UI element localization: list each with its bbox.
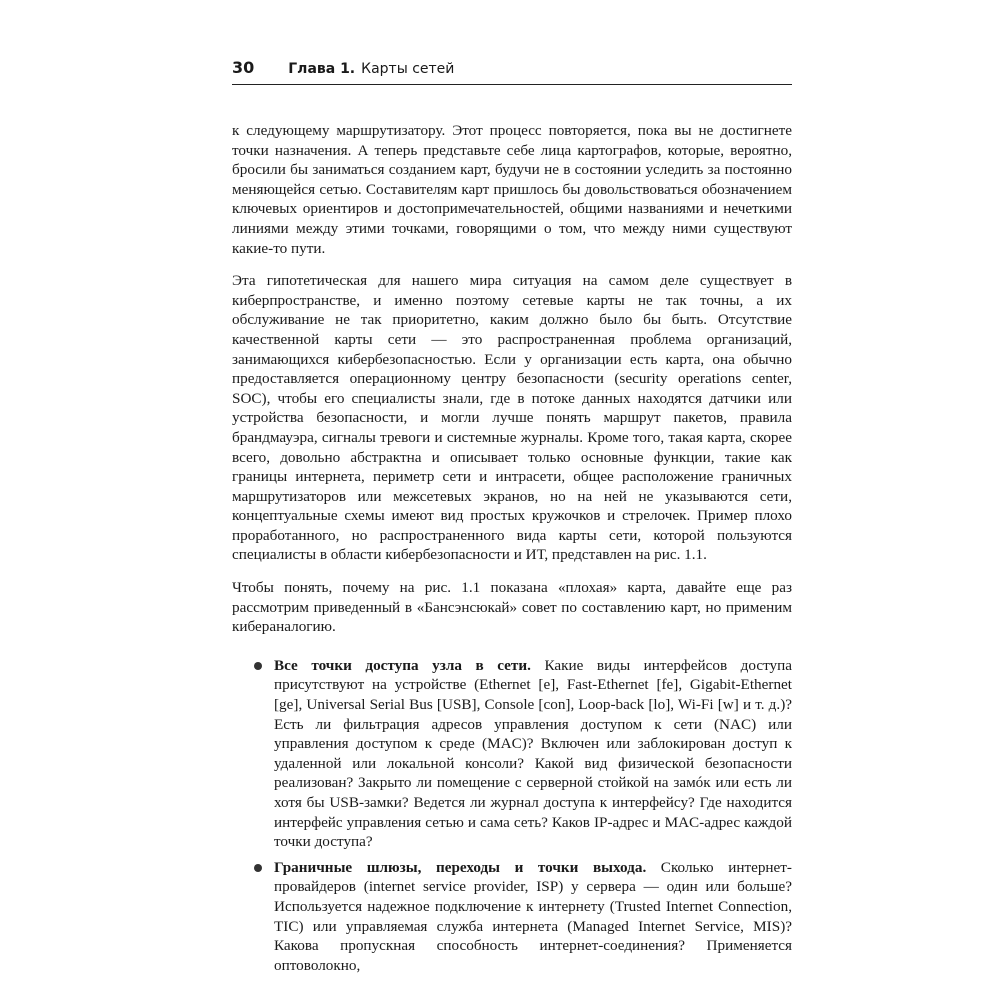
list-item bbox=[274, 656, 792, 852]
paragraph: к следующему маршрутизатору. Этот процесс повторяется, пока вы не достигнете точки назначения. А теперь представьте себе лица картографов, которые, вероятно, бросили бы заниматься созданием карт, будучи не в состоянии уследить за постоянно меняющейся сетью. Составителям карт пришлось бы довольствоваться обозначением ключевых ориентиров и достопримечательностей, общими названиями и нечеткими линиями между этими точками, говорящими о том, что между ними существуют какие-то пути. bbox=[232, 122, 792, 257]
list-item-lead: Граничные шлюзы, переходы и точки выхода. bbox=[274, 858, 647, 876]
page-number: 30 bbox=[232, 58, 255, 77]
paragraph: Чтобы понять, почему на рис. 1.1 показана «плохая» карта, давайте еще раз рассмотрим приведенный в «Бансэнсюкай» совет по составлению карт, но применим кибераналогию. bbox=[232, 579, 792, 636]
chapter-title: Карты сетей bbox=[361, 61, 455, 77]
book-page bbox=[232, 58, 792, 981]
bullet-icon bbox=[254, 864, 262, 872]
running-header bbox=[232, 58, 792, 85]
list-item-text: Какие виды интерфейсов доступа присутствуют на устройстве (Ethernet [e], Fast-Ethernet [fe], Gigabit-Ethernet [ge], Universal Serial Bus [USB], Console [con], Loop-back [lo], Wi-Fi [w] и т. д.)? Есть ли фильтрация адресов управления доступом к сети (NAC) или управления доступом к среде (MAC)? Включен или заблокирован доступ к удаленной или локальной консоли? Какой вид физической безопасности реализован? Закрыто ли помещение с серверной стойкой на замóк или есть ли хотя бы USB-замки? Ведется ли журнал доступа к интерфейсу? Где находится интерфейс управления сетью и сама сеть? Каков IP-адрес и MAC-адрес каждой точки доступа? bbox=[274, 656, 792, 851]
list-item-text: Сколько интернет-провайдеров (internet service provider, ISP) у сервера — один или больше? Используется надежное подключение к интернету (Trusted Internet Connection, TIC) или управляемая служба интернета (Managed Internet Service, MIS)? Какова пропускная способность интернет-соединения? Применяется оптоволокно, bbox=[274, 858, 792, 974]
list-item-lead: Все точки доступа узла в сети. bbox=[274, 656, 531, 674]
chapter-label: Глава 1. bbox=[288, 61, 356, 77]
list-item bbox=[274, 858, 792, 976]
bullet-icon bbox=[254, 662, 262, 670]
bullet-list bbox=[232, 656, 792, 976]
paragraph: Эта гипотетическая для нашего мира ситуация на самом деле существует в киберпространстве, и именно поэтому сетевые карты не так точны, а их обслуживание не так приоритетно, каким должно было бы быть. Отсутствие качественной карты сети — это распространенная проблема организаций, занимающихся кибербезопасностью. Если у организации есть карта, она обычно предоставляется операционному центру безопасности (security operations center, SOC), чтобы его специалисты знали, где в потоке данных находятся датчики или устройства безопасности, и могли лучше понять маршрут пакетов, правила брандмауэра, сигналы тревоги и системные журналы. Кроме того, такая карта, скорее всего, довольно абстрактна и описывает только основные функции, такие как границы интернета, периметр сети и интрасети, общее расположение граничных маршрутизаторов или межсетевых экранов, но на ней не указываются сети, концептуальные схемы имеют вид простых кружочков и стрелочек. Пример плохо проработанного, но распространенного вида карты сети, которой пользуются специалисты в области кибербезопасности и ИТ, представлен на рис. 1.1. bbox=[232, 272, 792, 564]
